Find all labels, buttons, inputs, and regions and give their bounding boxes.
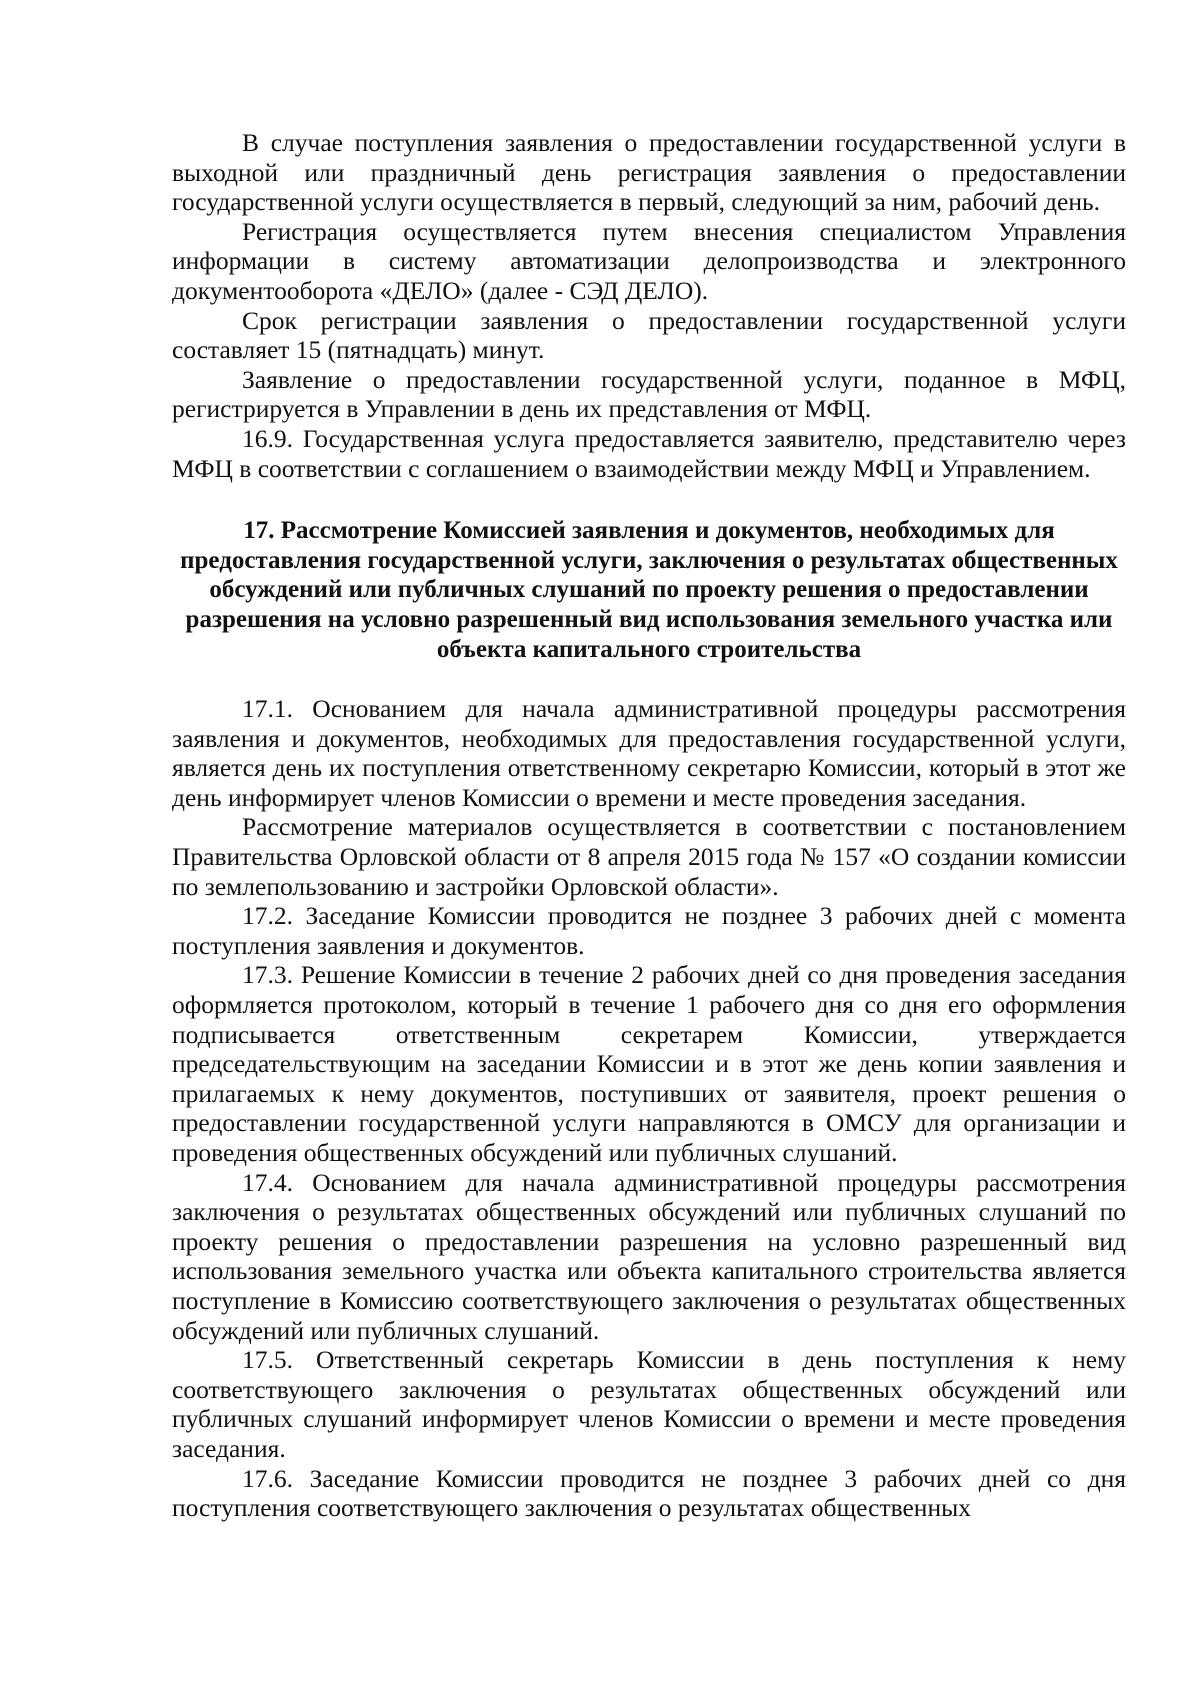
paragraph-registration-term: Срок регистрации заявления о предоставлении государственной услуги составляет 15 (пятнадцать) минут. bbox=[172, 305, 1126, 365]
paragraph-registration-method: Регистрация осуществляется путем внесения специалистом Управления информации в систему автоматизации делопроизводства и электронного документооборота «ДЕЛО» (далее - СЭД ДЕЛО). bbox=[172, 216, 1126, 305]
paragraph-16-9: 16.9. Государственная услуга предоставляется заявителю, представителю через МФЦ в соответствии с соглашением о взаимодействии между МФЦ и Управлением. bbox=[172, 423, 1126, 483]
paragraph-mfc-application: Заявление о предоставлении государственной услуги, поданное в МФЦ, регистрируется в Управлении в день их представления от МФЦ. bbox=[172, 364, 1126, 424]
paragraph-weekend-registration: В случае поступления заявления о предоставлении государственной услуги в выходной или праздничный день регистрация заявления о предоставлении государственной услуги осуществляется в первый, следующий за ним, рабочий день. bbox=[172, 128, 1126, 217]
paragraph-17-1: 17.1. Основанием для начала административной процедуры рассмотрения заявления и документов, необходимых для предоставления государственной услуги, является день их поступления ответственному секретарю Комиссии, который в этот же день информирует членов Комиссии о времени и месте проведения заседания. bbox=[172, 694, 1126, 812]
paragraph-17-2: 17.2. Заседание Комиссии проводится не позднее 3 рабочих дней с момента поступления заявления и документов. bbox=[172, 901, 1126, 960]
paragraph-review-materials: Рассмотрение материалов осуществляется в соответствии с постановлением Правительства Орловской области от 8 апреля 2015 года № 157 «О создании комиссии по землепользованию и застройки Орловской области». bbox=[172, 812, 1126, 901]
paragraph-17-4: 17.4. Основанием для начала административной процедуры рассмотрения заключения о результатах общественных обсуждений или публичных слушаний по проекту решения о предоставлении разрешения на условно разрешенный вид использования земельного участка или объекта капитального строительства является поступление в Комиссию соответствующего заключения о результатах общественных обсуждений или публичных слушаний. bbox=[172, 1167, 1126, 1345]
document-page bbox=[172, 128, 1126, 1523]
paragraph-17-6: 17.6. Заседание Комиссии проводится не позднее 3 рабочих дней со дня поступления соответствующего заключения о результатах общественных bbox=[172, 1463, 1126, 1523]
paragraph-17-5: 17.5. Ответственный секретарь Комиссии в день поступления к нему соответствующего заключения о результатах общественных обсуждений или публичных слушаний информирует членов Комиссии о времени и месте проведения заседания. bbox=[172, 1345, 1126, 1463]
section-heading-17: 17. Рассмотрение Комиссией заявления и документов, необходимых для предоставления государственной услуги, заключения о результатах общественных обсуждений или публичных слушаний по проекту решения о предоставлении разрешения на условно разрешенный вид использования земельного участка или объекта капитального строительства bbox=[180, 517, 1118, 663]
paragraph-17-3: 17.3. Решение Комиссии в течение 2 рабочих дней со дня проведения заседания оформляется протоколом, который в течение 1 рабочего дня со дня его оформления подписывается ответственным секретарем Комиссии, утверждается председательствующим на заседании Комиссии и в этот же день копии заявления и прилагаемых к нему документов, поступивших от заявителя, проект решения о предоставлении государственной услуги направляются в ОМСУ для организации и проведения общественных обсуждений или публичных слушаний. bbox=[172, 960, 1126, 1167]
